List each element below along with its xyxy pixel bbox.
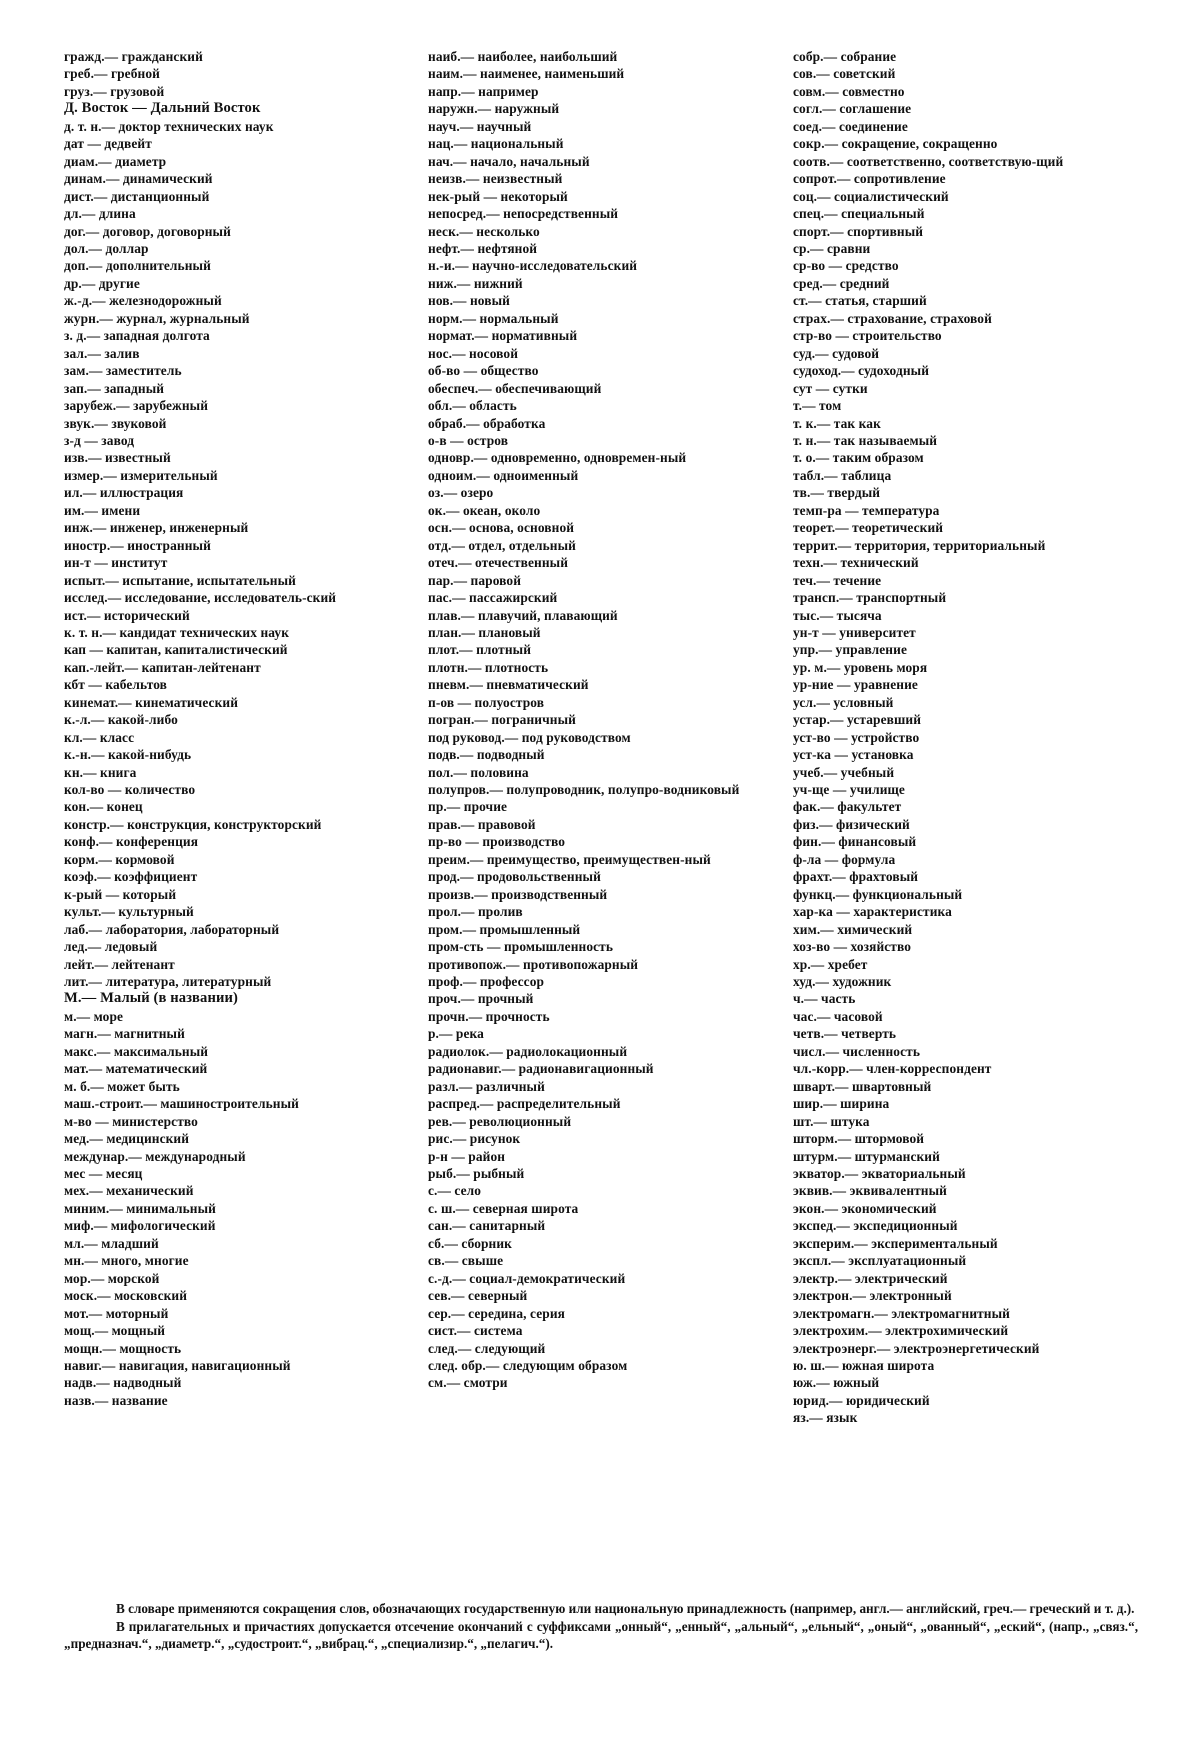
abbreviation-entry: одноим.— одноименный — [428, 467, 579, 483]
abbreviation-entry: нефт.— нефтяной — [428, 240, 538, 256]
abbreviation-entry: полупров.— полупроводник, полупро-водниковый — [428, 782, 740, 798]
abbreviation-entry: пол.— половина — [428, 764, 529, 780]
abbreviation-entry: р-н — район — [428, 1148, 506, 1164]
abbreviation-entry: экон.— экономический — [793, 1200, 937, 1216]
abbreviation-entry: сб.— сборник — [428, 1235, 513, 1251]
abbreviation-entry: стр-во — строительство — [793, 328, 942, 344]
abbreviation-entry: наим.— наименее, наименьший — [428, 66, 625, 82]
abbreviation-entry: лейт.— лейтенант — [64, 956, 175, 972]
abbreviation-entry: радионавиг.— радионавигационный — [428, 1061, 654, 1077]
abbreviation-entry: о-в — остров — [428, 432, 509, 448]
abbreviation-entry: ок.— океан, около — [428, 502, 541, 518]
abbreviation-entry: электроэнерг.— электроэнергетический — [793, 1340, 1040, 1356]
abbreviation-entry: нормат.— нормативный — [428, 328, 578, 344]
abbreviation-entry: назв.— название — [64, 1392, 168, 1408]
abbreviation-entry: хим.— химический — [793, 921, 913, 937]
abbreviation-entry: плотн.— плотность — [428, 659, 549, 675]
abbreviation-entry: мл.— младший — [64, 1235, 159, 1251]
abbreviation-entry: кинемат.— кинематический — [64, 694, 239, 710]
abbreviation-entry: дист.— дистанционный — [64, 188, 210, 204]
abbreviation-entry: под руковод.— под руководством — [428, 729, 631, 745]
abbreviation-entry: шт.— штука — [793, 1113, 870, 1129]
abbreviation-entry: иностр.— иностранный — [64, 537, 211, 553]
abbreviation-entry: рыб.— рыбный — [428, 1166, 525, 1181]
abbreviation-entry: с.— село — [428, 1183, 482, 1199]
abbreviation-entry: исслед.— исследование, исследователь-ский — [64, 590, 337, 606]
abbreviation-entry: навиг.— навигация, навигационный — [64, 1357, 291, 1373]
abbreviation-entry: отеч.— отечественный — [428, 555, 569, 571]
abbreviation-entry: устар.— устаревший — [793, 712, 922, 728]
abbreviation-entry: отд.— отдел, отдельный — [428, 537, 576, 553]
abbreviation-entry: уч-ще — училище — [793, 782, 905, 798]
abbreviation-entry: обраб.— обработка — [428, 415, 546, 431]
abbreviation-entry: п-ов — полуостров — [428, 694, 545, 710]
abbreviation-entry: прочн.— прочность — [428, 1008, 550, 1024]
abbreviation-entry: звук.— звуковой — [64, 415, 167, 431]
abbreviation-entry: маш.-строит.— машиностроительный — [64, 1096, 299, 1112]
abbreviation-entry: см.— смотри — [428, 1375, 508, 1391]
abbreviation-entry: неск.— несколько — [428, 223, 540, 239]
abbreviation-entry: доп.— дополнительный — [64, 258, 211, 274]
abbreviation-entry: пром.— промышленный — [428, 921, 581, 937]
abbreviation-entry: з. д.— западная долгота — [64, 328, 210, 344]
abbreviation-entry: моск.— московский — [64, 1288, 188, 1304]
abbreviation-entry: план.— плановый — [428, 624, 541, 640]
abbreviation-entry: м-во — министерство — [64, 1113, 198, 1129]
abbreviation-entry: зарубеж.— зарубежный — [64, 398, 209, 414]
abbreviation-entry: уст-ка — установка — [793, 747, 914, 763]
abbreviation-entry: наиб.— наиболее, наибольший — [428, 49, 618, 64]
abbreviation-entry: мед.— медицинский — [64, 1131, 190, 1147]
abbreviation-entry: электромагн.— электромагнитный — [793, 1305, 1010, 1321]
abbreviation-column-3 — [793, 48, 1139, 1427]
abbreviation-entry: ср.— сравни — [793, 240, 871, 256]
abbreviation-entry: лит.— литература, литературный — [64, 974, 272, 990]
abbreviation-entry: физ.— физический — [793, 816, 910, 832]
abbreviation-entry: тв.— твердый — [793, 485, 881, 501]
abbreviation-entry: кон.— конец — [64, 799, 143, 815]
abbreviation-entry: ур. м.— уровень моря — [793, 659, 928, 675]
abbreviation-entry: миним.— минимальный — [64, 1200, 216, 1216]
abbreviation-entry: измер.— измерительный — [64, 467, 218, 483]
abbreviation-entry: произв.— производственный — [428, 886, 608, 902]
abbreviation-entry: ф-ла — формула — [793, 851, 896, 867]
abbreviation-entry: мощн.— мощность — [64, 1340, 182, 1356]
abbreviation-entry: св.— свыше — [428, 1253, 504, 1269]
abbreviation-entry: ч.— часть — [793, 991, 856, 1007]
abbreviation-entry: оз.— озеро — [428, 485, 494, 501]
abbreviation-entry: прод.— продовольственный — [428, 869, 601, 885]
abbreviation-entry: теч.— течение — [793, 572, 882, 588]
abbreviation-entry: зал.— залив — [64, 345, 140, 361]
abbreviation-entry: экспед.— экспедиционный — [793, 1218, 958, 1234]
abbreviation-entry: рис.— рисунок — [428, 1131, 521, 1147]
abbreviation-entry: мор.— морской — [64, 1270, 160, 1286]
abbreviation-entry: согл.— соглашение — [793, 101, 912, 117]
footnote — [64, 1600, 1138, 1653]
abbreviation-entry: след. обр.— следующим образом — [428, 1357, 628, 1373]
abbreviation-entry: междунар.— международный — [64, 1148, 246, 1164]
abbreviation-entry: осн.— основа, основной — [428, 520, 575, 536]
abbreviation-entry: электрон.— электронный — [793, 1288, 952, 1304]
abbreviation-entry: нац.— национальный — [428, 136, 564, 152]
abbreviation-entry: прол.— пролив — [428, 904, 523, 920]
abbreviation-entry: штурм.— штурманский — [793, 1148, 940, 1164]
abbreviation-entry: соц.— социалистический — [793, 188, 949, 204]
abbreviation-entry: соотв.— соответственно, соответствую-щий — [793, 153, 1064, 169]
abbreviation-entry: кол-во — количество — [64, 782, 196, 798]
abbreviation-entry: з-д — завод — [64, 432, 135, 448]
abbreviation-entry: пр.— прочие — [428, 799, 508, 815]
abbreviation-entry: сокр.— сокращение, сокращенно — [793, 136, 998, 152]
abbreviation-entry: электрохим.— электрохимический — [793, 1323, 1009, 1339]
abbreviation-entry: непосред.— непосредственный — [428, 206, 619, 222]
abbreviation-entry: мот.— моторный — [64, 1305, 169, 1321]
abbreviation-entry: чл.-корр.— член-корреспондент — [793, 1061, 992, 1077]
abbreviation-entry: коэф.— коэффициент — [64, 869, 198, 885]
footnote-paragraph-1: В словаре применяются сокращения слов, обозначающих государственную или национальную принадлежность (например, англ.— английский, греч.— греческий и т. д.). — [116, 1601, 1135, 1616]
abbreviation-entry: совм.— совместно — [793, 83, 905, 99]
abbreviation-entry: ж.-д.— железнодорожный — [64, 293, 222, 309]
abbreviation-entry: ст.— статья, старший — [793, 293, 927, 309]
abbreviation-entry: преим.— преимущество, преимуществен-ный — [428, 851, 711, 867]
abbreviation-entry: ун-т — университет — [793, 624, 916, 640]
abbreviation-entry: погран.— пограничный — [428, 712, 576, 728]
abbreviation-entry: к.-л.— какой-либо — [64, 712, 178, 728]
abbreviation-entry: нек-рый — некоторый — [428, 188, 568, 204]
abbreviation-entry: неизв.— неизвестный — [428, 171, 563, 187]
abbreviation-entry: макс.— максимальный — [64, 1043, 209, 1059]
abbreviation-entry: шторм.— штормовой — [793, 1131, 925, 1147]
abbreviation-entry: им.— имени — [64, 502, 141, 518]
abbreviation-entry: т. к.— так как — [793, 415, 881, 431]
abbreviation-entry: дат — дедвейт — [64, 136, 152, 152]
abbreviation-entry: нач.— начало, начальный — [428, 153, 590, 169]
abbreviation-entry: пар.— паровой — [428, 572, 522, 588]
abbreviation-entry: прав.— правовой — [428, 816, 536, 832]
abbreviation-entry: сред.— средний — [793, 275, 890, 291]
abbreviation-column-2 — [428, 48, 768, 1392]
abbreviation-entry: лед.— ледовый — [64, 939, 158, 955]
abbreviation-entry: наружн.— наружный — [428, 101, 560, 117]
abbreviation-entry: обеспеч.— обеспечивающий — [428, 380, 602, 396]
abbreviation-entry: фин.— финансовый — [793, 834, 917, 850]
abbreviation-entry: одновр.— одновременно, одновремен-ный — [428, 450, 687, 466]
abbreviation-entry: мес — месяц — [64, 1166, 143, 1181]
abbreviation-entry: плот.— плотный — [428, 642, 532, 658]
abbreviation-entry: экватор.— экваториальный — [793, 1166, 966, 1181]
abbreviation-entry: ил.— иллюстрация — [64, 485, 184, 501]
abbreviation-entry: н.-и.— научно-исследовательский — [428, 258, 638, 274]
abbreviation-entry: проф.— профессор — [428, 974, 545, 990]
abbreviation-entry: к-рый — который — [64, 886, 177, 902]
abbreviation-entry: мощ.— мощный — [64, 1323, 166, 1339]
abbreviation-entry: юрид.— юридический — [793, 1392, 930, 1408]
abbreviation-entry: груз.— грузовой — [64, 83, 165, 99]
abbreviation-entry: учеб.— учебный — [793, 764, 895, 780]
abbreviation-entry: противопож.— противопожарный — [428, 956, 639, 972]
abbreviation-entry: суд.— судовой — [793, 345, 880, 361]
abbreviation-entry: магн.— магнитный — [64, 1026, 185, 1042]
abbreviation-entry: ю. ш.— южная широта — [793, 1357, 935, 1373]
abbreviation-entry: экспл.— эксплуатационный — [793, 1253, 967, 1269]
abbreviation-entry: культ.— культурный — [64, 904, 194, 920]
abbreviation-entry: разл.— различный — [428, 1078, 545, 1094]
abbreviation-entry: мех.— механический — [64, 1183, 194, 1199]
abbreviation-entry: электр.— электрический — [793, 1270, 948, 1286]
abbreviation-entry: ср-во — средство — [793, 258, 899, 274]
abbreviation-entry: плав.— плавучий, плавающий — [428, 607, 618, 623]
abbreviation-entry: спорт.— спортивный — [793, 223, 924, 239]
abbreviation-entry: хар-ка — характеристика — [793, 904, 952, 920]
abbreviation-entry: эксперим.— экспериментальный — [793, 1235, 998, 1251]
abbreviation-entry: напр.— например — [428, 83, 539, 99]
abbreviation-entry: с.-д.— социал-демократический — [428, 1270, 626, 1286]
abbreviation-entry: ист.— исторический — [64, 607, 190, 623]
footnote-paragraph-2: В прилагательных и причастиях допускается отсечение окончаний с суффиксами „онный“, „енный“, „альный“, „ельный“, „оный“, „ованный“, „еский“, (напр., „связ.“, „предназнач.“, „диаметр.“, „судостроит.“, „вибрац.“, „специализир.“, „пелагич.“). — [64, 1618, 1138, 1651]
abbreviation-entry: мат.— математический — [64, 1061, 208, 1077]
abbreviation-entry: яз.— язык — [793, 1410, 858, 1426]
abbreviation-column-1 — [64, 48, 404, 1409]
abbreviation-entry: нов.— новый — [428, 293, 510, 309]
abbreviation-entry: т.— том — [793, 398, 842, 414]
abbreviation-entry: страх.— страхование, страховой — [793, 310, 992, 326]
abbreviation-entry: рев.— революционный — [428, 1113, 572, 1129]
abbreviation-entry: кбт — кабельтов — [64, 677, 167, 693]
abbreviation-entry: дол.— доллар — [64, 240, 149, 256]
abbreviation-entry: с. ш.— северная широта — [428, 1200, 579, 1216]
abbreviation-entry: спец.— специальный — [793, 206, 925, 222]
abbreviation-entry: пр-во — производство — [428, 834, 566, 850]
abbreviation-entry: хр.— хребет — [793, 956, 868, 972]
abbreviation-entry: кап — капитан, капиталистический — [64, 642, 288, 658]
abbreviation-entry: кап.-лейт.— капитан-лейтенант — [64, 659, 261, 675]
abbreviation-entry: уст-во — устройство — [793, 729, 920, 745]
abbreviation-entry: распред.— распределительный — [428, 1096, 621, 1112]
abbreviation-entry: темп-ра — температура — [793, 502, 940, 518]
abbreviation-entry: лаб.— лаборатория, лабораторный — [64, 921, 280, 937]
abbreviation-entry: сут — сутки — [793, 380, 868, 396]
abbreviation-entry: т. н.— так называемый — [793, 432, 938, 448]
abbreviation-entry: р.— река — [428, 1026, 484, 1042]
abbreviation-entry: сер.— середина, серия — [428, 1305, 566, 1321]
abbreviation-entry: техн.— технический — [793, 555, 919, 571]
abbreviation-entry: ин-т — институт — [64, 555, 168, 571]
abbreviation-entry: худ.— художник — [793, 974, 892, 990]
abbreviation-entry: М.— Малый (в названии) — [64, 990, 238, 1007]
abbreviation-entry: норм.— нормальный — [428, 310, 559, 326]
abbreviation-entry: шварт.— швартовный — [793, 1078, 932, 1094]
abbreviation-entry: дог.— договор, договорный — [64, 223, 231, 239]
abbreviation-entry: след.— следующий — [428, 1340, 546, 1356]
abbreviation-entry: фак.— факультет — [793, 799, 902, 815]
abbreviation-entry: проч.— прочный — [428, 991, 534, 1007]
abbreviation-entry: испыт.— испытание, испытательный — [64, 572, 296, 588]
abbreviation-entry: м. б.— может быть — [64, 1078, 180, 1094]
abbreviation-entry: нос.— носовой — [428, 345, 519, 361]
abbreviation-entry: соед.— соединение — [793, 118, 908, 134]
abbreviation-entry: хоз-во — хозяйство — [793, 939, 912, 955]
abbreviation-entry: кн.— книга — [64, 764, 137, 780]
abbreviation-entry: теорет.— теоретический — [793, 520, 944, 536]
abbreviation-entry: кл.— класс — [64, 729, 135, 745]
abbreviation-entry: корм.— кормовой — [64, 851, 175, 867]
abbreviation-entry: судоход.— судоходный — [793, 363, 930, 379]
abbreviation-entry: т. о.— таким образом — [793, 450, 924, 466]
abbreviation-entry: функц.— функциональный — [793, 886, 963, 902]
abbreviation-entry: об-во — общество — [428, 363, 539, 379]
abbreviation-entry: Д. Восток — Дальний Восток — [64, 100, 261, 117]
abbreviation-entry: ниж.— нижний — [428, 275, 523, 291]
abbreviation-entry: четв.— четверть — [793, 1026, 897, 1042]
abbreviation-entry: сан.— санитарный — [428, 1218, 546, 1234]
abbreviation-entry: обл.— область — [428, 398, 517, 414]
abbreviation-entry: д. т. н.— доктор технических наук — [64, 118, 274, 134]
abbreviation-entry: м.— море — [64, 1008, 124, 1024]
abbreviation-entry: журн.— журнал, журнальный — [64, 310, 250, 326]
abbreviation-entry: усл.— условный — [793, 694, 894, 710]
abbreviation-entry: пас.— пассажирский — [428, 590, 558, 606]
abbreviation-entry: радиолок.— радиолокационный — [428, 1043, 628, 1059]
abbreviation-entry: сов.— советский — [793, 66, 896, 82]
abbreviation-entry: сев.— северный — [428, 1288, 528, 1304]
abbreviation-entry: сист.— система — [428, 1323, 523, 1339]
abbreviation-entry: констр.— конструкция, конструкторский — [64, 816, 322, 832]
abbreviation-entry: трансп.— транспортный — [793, 590, 947, 606]
abbreviation-entry: динам.— динамический — [64, 171, 213, 187]
abbreviation-entry: тыс.— тысяча — [793, 607, 882, 623]
abbreviation-entry: науч.— научный — [428, 118, 532, 134]
abbreviation-entry: мн.— много, многие — [64, 1253, 189, 1269]
abbreviation-entry: зап.— западный — [64, 380, 165, 396]
abbreviation-entry: собр.— собрание — [793, 49, 897, 64]
abbreviation-entry: шир.— ширина — [793, 1096, 890, 1112]
abbreviation-entry: миф.— мифологический — [64, 1218, 216, 1234]
abbreviation-entry: час.— часовой — [793, 1008, 883, 1024]
abbreviation-entry: упр.— управление — [793, 642, 907, 658]
abbreviation-entry: к.-н.— какой-нибудь — [64, 747, 192, 763]
abbreviation-entry: пром-сть — промышленность — [428, 939, 614, 955]
abbreviation-entry: гражд.— гражданский — [64, 49, 203, 64]
abbreviation-entry: террит.— территория, территориальный — [793, 537, 1046, 553]
abbreviation-entry: юж.— южный — [793, 1375, 880, 1391]
abbreviation-entry: табл.— таблица — [793, 467, 892, 483]
abbreviation-entry: сопрот.— сопротивление — [793, 171, 946, 187]
abbreviation-entry: пневм.— пневматический — [428, 677, 589, 693]
abbreviation-entry: конф.— конференция — [64, 834, 199, 850]
abbreviation-entry: надв.— надводный — [64, 1375, 182, 1391]
abbreviation-entry: ур-ние — уравнение — [793, 677, 918, 693]
abbreviation-entry: числ.— численность — [793, 1043, 921, 1059]
abbreviation-entry: подв.— подводный — [428, 747, 545, 763]
abbreviation-entry: зам.— заместитель — [64, 363, 182, 379]
abbreviation-entry: дл.— длина — [64, 206, 136, 222]
abbreviation-entry: к. т. н.— кандидат технических наук — [64, 624, 290, 640]
abbreviation-entry: инж.— инженер, инженерный — [64, 520, 249, 536]
abbreviation-entry: фрахт.— фрахтовый — [793, 869, 919, 885]
abbreviation-entry: др.— другие — [64, 275, 140, 291]
abbreviation-entry: эквив.— эквивалентный — [793, 1183, 947, 1199]
abbreviation-entry: греб.— гребной — [64, 66, 160, 82]
abbreviation-entry: диам.— диаметр — [64, 153, 167, 169]
abbreviation-entry: изв.— известный — [64, 450, 171, 466]
